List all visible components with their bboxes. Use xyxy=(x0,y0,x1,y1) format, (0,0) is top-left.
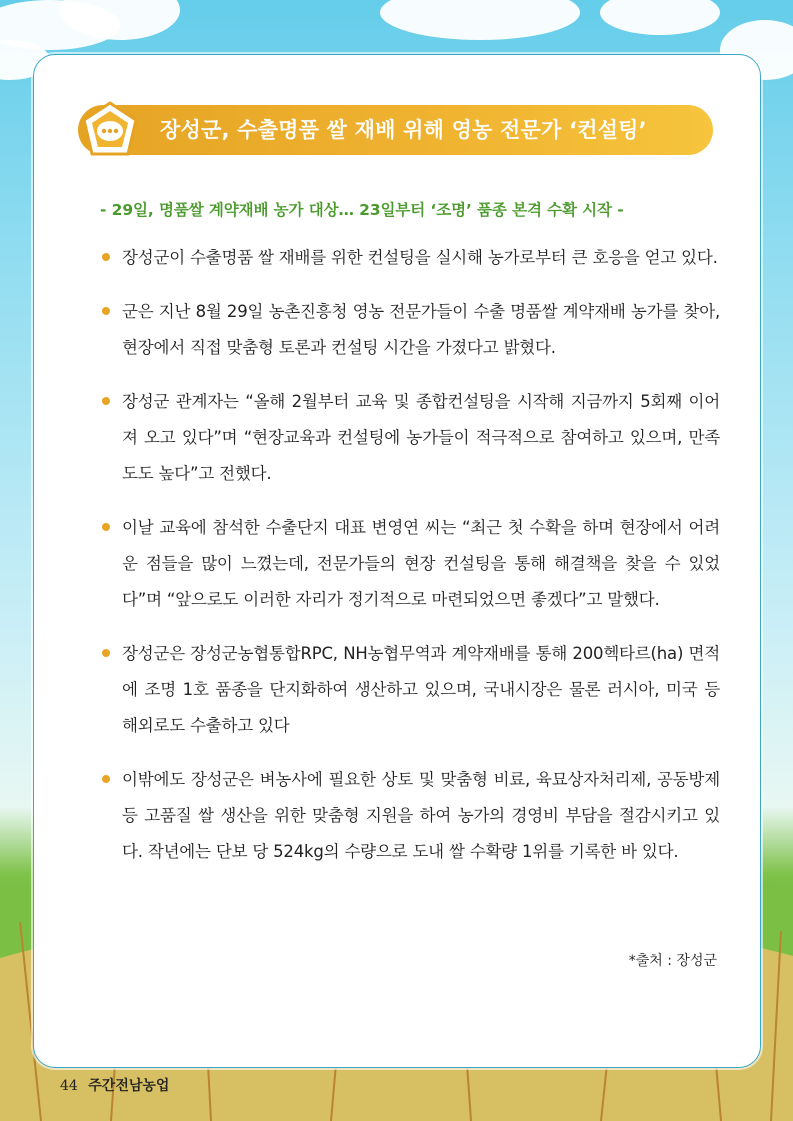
page-number: 44 xyxy=(60,1078,78,1094)
page-footer xyxy=(60,1075,169,1095)
bullet-icon xyxy=(102,523,110,531)
bullet-icon xyxy=(102,649,110,657)
bullet-icon xyxy=(102,307,110,315)
list-item xyxy=(98,384,720,492)
paragraph-text: 이밖에도 장성군은 벼농사에 필요한 상토 및 맞춤형 비료, 육묘상자처리제, 공동방제 등 고품질 쌀 생산을 위한 맞춤형 지원을 하여 농가의 경영비 부담을 절감시키고 있다. 작년에는 단보 당 524kg의 수량으로 도내 쌀 수확량 1위를 기록한 바 있다. xyxy=(122,770,720,861)
page-title: 장성군, 수출명품 쌀 재배 위해 영농 전문가 ‘컨설팅’ xyxy=(160,118,647,142)
paragraph-text: 장성군이 수출명품 쌀 재배를 위한 컨설팅을 실시해 농가로부터 큰 호응을 얻고 있다. xyxy=(122,248,718,267)
paragraph-text: 장성군 관계자는 “올해 2월부터 교육 및 종합컨설팅을 시작해 지금까지 5회째 이어져 오고 있다”며 “현장교육과 컨설팅에 농가들이 적극적으로 참여하고 있으며, 만족도도 높다”고 전했다. xyxy=(122,392,720,483)
list-item xyxy=(98,240,720,276)
source-credit: *출처 : 장성군 xyxy=(628,953,717,969)
list-item xyxy=(98,294,720,366)
list-item xyxy=(98,762,720,870)
publication-name: 주간전남농업 xyxy=(88,1078,170,1094)
cloud xyxy=(380,0,580,40)
list-item xyxy=(98,636,720,744)
speech-bubble-icon xyxy=(80,100,140,160)
bullet-icon xyxy=(102,775,110,783)
cloud xyxy=(600,0,720,35)
paragraph-text: 군은 지난 8월 29일 농촌진흥청 영농 전문가들이 수출 명품쌀 계약재배 농가를 찾아, 현장에서 직접 맞춤형 토론과 컨설팅 시간을 가졌다고 밝혔다. xyxy=(122,302,720,357)
paragraph-list xyxy=(98,240,720,888)
subtitle: - 29일, 명품쌀 계약재배 농가 대상… 23일부터 ‘조명’ 품종 본격 수확 시작 - xyxy=(100,201,624,219)
bullet-icon xyxy=(102,397,110,405)
bullet-icon xyxy=(102,253,110,261)
paragraph-text: 장성군은 장성군농협통합RPC, NH농협무역과 계약재배를 통해 200헥타르(ha) 면적에 조명 1호 품종을 단지화하여 생산하고 있으며, 국내시장은 물론 러시아, 미국 등 해외로도 수출하고 있다 xyxy=(122,644,720,735)
paragraph-text: 이날 교육에 참석한 수출단지 대표 변영연 씨는 “최근 첫 수확을 하며 현장에서 어려운 점들을 많이 느꼈는데, 전문가들의 현장 컨설팅을 통해 해결책을 찾을 수 있었다”며 “앞으로도 이러한 자리가 정기적으로 마련되었으면 좋겠다”고 말했다. xyxy=(122,518,720,609)
list-item xyxy=(98,510,720,618)
